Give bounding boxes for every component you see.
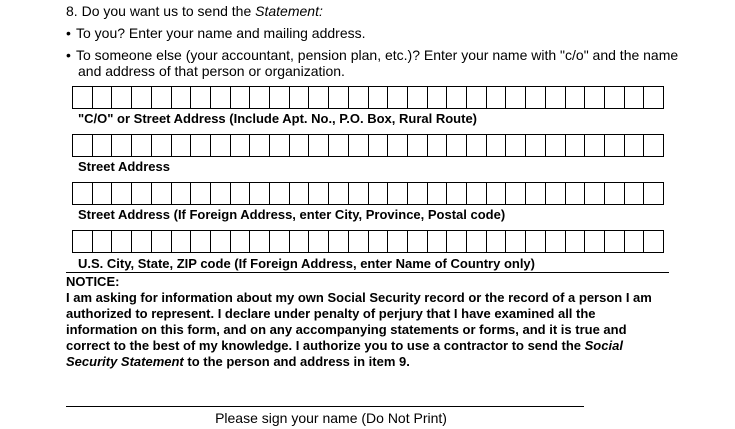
character-box[interactable] bbox=[152, 230, 172, 253]
character-box[interactable] bbox=[152, 86, 172, 109]
character-box[interactable] bbox=[112, 230, 132, 253]
character-box[interactable] bbox=[369, 86, 389, 109]
character-box[interactable] bbox=[369, 230, 389, 253]
character-box[interactable] bbox=[447, 230, 467, 253]
character-box[interactable] bbox=[329, 230, 349, 253]
character-box[interactable] bbox=[349, 230, 369, 253]
character-box[interactable] bbox=[250, 230, 270, 253]
character-box[interactable] bbox=[605, 230, 625, 253]
character-box[interactable] bbox=[231, 182, 251, 205]
character-box[interactable] bbox=[211, 182, 231, 205]
option-text-continued: and address of that person or organization. bbox=[78, 63, 345, 79]
character-box[interactable] bbox=[487, 182, 507, 205]
character-box[interactable] bbox=[270, 182, 290, 205]
character-box[interactable] bbox=[93, 134, 113, 157]
character-box[interactable] bbox=[112, 86, 132, 109]
character-box[interactable] bbox=[585, 86, 605, 109]
character-box[interactable] bbox=[408, 230, 428, 253]
character-box[interactable] bbox=[585, 134, 605, 157]
character-box[interactable] bbox=[93, 86, 113, 109]
character-box[interactable] bbox=[172, 182, 192, 205]
signature-line[interactable] bbox=[66, 406, 584, 407]
address-line-4-boxes[interactable] bbox=[72, 230, 664, 253]
character-box[interactable] bbox=[625, 134, 645, 157]
address-line-1-boxes[interactable] bbox=[72, 86, 664, 109]
character-box[interactable] bbox=[447, 86, 467, 109]
character-box[interactable] bbox=[625, 230, 645, 253]
option-text: To someone else (your accountant, pension plan, etc.)? Enter your name with "c/o" and the name bbox=[76, 47, 679, 63]
character-box[interactable] bbox=[309, 230, 329, 253]
notice-heading: NOTICE: bbox=[66, 274, 120, 289]
character-box[interactable] bbox=[73, 86, 93, 109]
character-box[interactable] bbox=[467, 134, 487, 157]
character-box[interactable] bbox=[309, 182, 329, 205]
character-box[interactable] bbox=[546, 230, 566, 253]
character-box[interactable] bbox=[191, 182, 211, 205]
character-box[interactable] bbox=[132, 134, 152, 157]
character-box[interactable] bbox=[270, 86, 290, 109]
character-box[interactable] bbox=[487, 86, 507, 109]
character-box[interactable] bbox=[369, 134, 389, 157]
character-box[interactable] bbox=[132, 86, 152, 109]
character-box[interactable] bbox=[546, 134, 566, 157]
character-box[interactable] bbox=[250, 182, 270, 205]
signature-caption: Please sign your name (Do Not Print) bbox=[215, 410, 447, 426]
address-line-2-label: Street Address bbox=[78, 159, 170, 174]
character-box[interactable] bbox=[290, 86, 310, 109]
character-box[interactable] bbox=[73, 134, 93, 157]
character-box[interactable] bbox=[388, 182, 408, 205]
character-box[interactable] bbox=[250, 86, 270, 109]
character-box[interactable] bbox=[270, 134, 290, 157]
character-box[interactable] bbox=[250, 134, 270, 157]
character-box[interactable] bbox=[211, 230, 231, 253]
character-box[interactable] bbox=[93, 182, 113, 205]
character-box[interactable] bbox=[526, 230, 546, 253]
character-box[interactable] bbox=[408, 182, 428, 205]
character-box[interactable] bbox=[270, 230, 290, 253]
character-box[interactable] bbox=[152, 182, 172, 205]
character-box[interactable] bbox=[506, 134, 526, 157]
character-box[interactable] bbox=[290, 230, 310, 253]
notice-body: I am asking for information about my own Social Security record or the record of a person I am authorized to represent. I declare under penalty of perjury that I have examined all the information on this form, and on any accompanying statements or forms, and it is true and correct to the best of my knowledge. I authorize you to use a contractor to send the bbox=[66, 290, 652, 353]
character-box[interactable] bbox=[566, 230, 586, 253]
character-box[interactable] bbox=[231, 134, 251, 157]
bullet: • bbox=[66, 25, 71, 41]
question-8 bbox=[66, 3, 323, 19]
character-box[interactable] bbox=[329, 134, 349, 157]
character-box[interactable] bbox=[566, 86, 586, 109]
character-box[interactable] bbox=[112, 134, 132, 157]
character-box[interactable] bbox=[526, 134, 546, 157]
character-box[interactable] bbox=[290, 182, 310, 205]
character-box[interactable] bbox=[546, 182, 566, 205]
character-box[interactable] bbox=[487, 134, 507, 157]
address-line-2-boxes[interactable] bbox=[72, 134, 664, 157]
character-box[interactable] bbox=[625, 86, 645, 109]
character-box[interactable] bbox=[408, 86, 428, 109]
bullet: • bbox=[66, 47, 71, 63]
character-box[interactable] bbox=[329, 182, 349, 205]
character-box[interactable] bbox=[506, 182, 526, 205]
character-box[interactable] bbox=[132, 230, 152, 253]
character-box[interactable] bbox=[487, 230, 507, 253]
character-box[interactable] bbox=[152, 134, 172, 157]
character-box[interactable] bbox=[172, 86, 192, 109]
option-text: To you? Enter your name and mailing address. bbox=[76, 25, 366, 41]
address-line-4-label: U.S. City, State, ZIP code (If Foreign Address, enter Name of Country only) bbox=[78, 256, 535, 271]
character-box[interactable] bbox=[172, 134, 192, 157]
notice-text bbox=[66, 290, 669, 370]
character-box[interactable] bbox=[585, 230, 605, 253]
character-box[interactable] bbox=[349, 86, 369, 109]
option-someone-else bbox=[66, 47, 678, 63]
character-box[interactable] bbox=[73, 230, 93, 253]
character-box[interactable] bbox=[191, 230, 211, 253]
question-text: Do you want us to send the bbox=[81, 3, 256, 19]
character-box[interactable] bbox=[605, 134, 625, 157]
character-box[interactable] bbox=[388, 86, 408, 109]
character-box[interactable] bbox=[93, 230, 113, 253]
character-box[interactable] bbox=[566, 182, 586, 205]
character-box[interactable] bbox=[191, 86, 211, 109]
character-box[interactable] bbox=[388, 134, 408, 157]
character-box[interactable] bbox=[467, 86, 487, 109]
character-box[interactable] bbox=[566, 134, 586, 157]
character-box[interactable] bbox=[644, 134, 664, 157]
character-box[interactable] bbox=[644, 86, 664, 109]
address-line-3-boxes[interactable] bbox=[72, 182, 664, 205]
character-box[interactable] bbox=[132, 182, 152, 205]
character-box[interactable] bbox=[526, 86, 546, 109]
character-box[interactable] bbox=[467, 230, 487, 253]
section-divider bbox=[66, 272, 669, 273]
option-to-you bbox=[66, 25, 366, 41]
character-box[interactable] bbox=[309, 134, 329, 157]
character-box[interactable] bbox=[349, 182, 369, 205]
character-box[interactable] bbox=[349, 134, 369, 157]
character-box[interactable] bbox=[467, 182, 487, 205]
character-box[interactable] bbox=[447, 182, 467, 205]
character-box[interactable] bbox=[428, 230, 448, 253]
character-box[interactable] bbox=[447, 134, 467, 157]
character-box[interactable] bbox=[506, 86, 526, 109]
character-box[interactable] bbox=[428, 86, 448, 109]
character-box[interactable] bbox=[408, 134, 428, 157]
character-box[interactable] bbox=[625, 182, 645, 205]
character-box[interactable] bbox=[290, 134, 310, 157]
question-number: 8. bbox=[66, 3, 78, 19]
character-box[interactable] bbox=[231, 86, 251, 109]
character-box[interactable] bbox=[428, 134, 448, 157]
character-box[interactable] bbox=[506, 230, 526, 253]
character-box[interactable] bbox=[526, 182, 546, 205]
character-box[interactable] bbox=[112, 182, 132, 205]
address-line-1-label: "C/O" or Street Address (Include Apt. No., P.O. Box, Rural Route) bbox=[78, 111, 478, 126]
character-box[interactable] bbox=[369, 182, 389, 205]
character-box[interactable] bbox=[329, 86, 349, 109]
character-box[interactable] bbox=[428, 182, 448, 205]
character-box[interactable] bbox=[605, 182, 625, 205]
character-box[interactable] bbox=[388, 230, 408, 253]
character-box[interactable] bbox=[644, 230, 664, 253]
character-box[interactable] bbox=[172, 230, 192, 253]
character-box[interactable] bbox=[605, 86, 625, 109]
character-box[interactable] bbox=[191, 134, 211, 157]
character-box[interactable] bbox=[211, 86, 231, 109]
notice-body-end: to the person and address in item 9. bbox=[183, 354, 410, 369]
character-box[interactable] bbox=[546, 86, 566, 109]
question-emph: Statement: bbox=[255, 3, 323, 19]
character-box[interactable] bbox=[644, 182, 664, 205]
notice-emph: Social Security Statement bbox=[66, 338, 623, 369]
character-box[interactable] bbox=[211, 134, 231, 157]
address-line-3-label: Street Address (If Foreign Address, enter City, Province, Postal code) bbox=[78, 207, 506, 222]
character-box[interactable] bbox=[585, 182, 605, 205]
character-box[interactable] bbox=[73, 182, 93, 205]
character-box[interactable] bbox=[231, 230, 251, 253]
character-box[interactable] bbox=[309, 86, 329, 109]
